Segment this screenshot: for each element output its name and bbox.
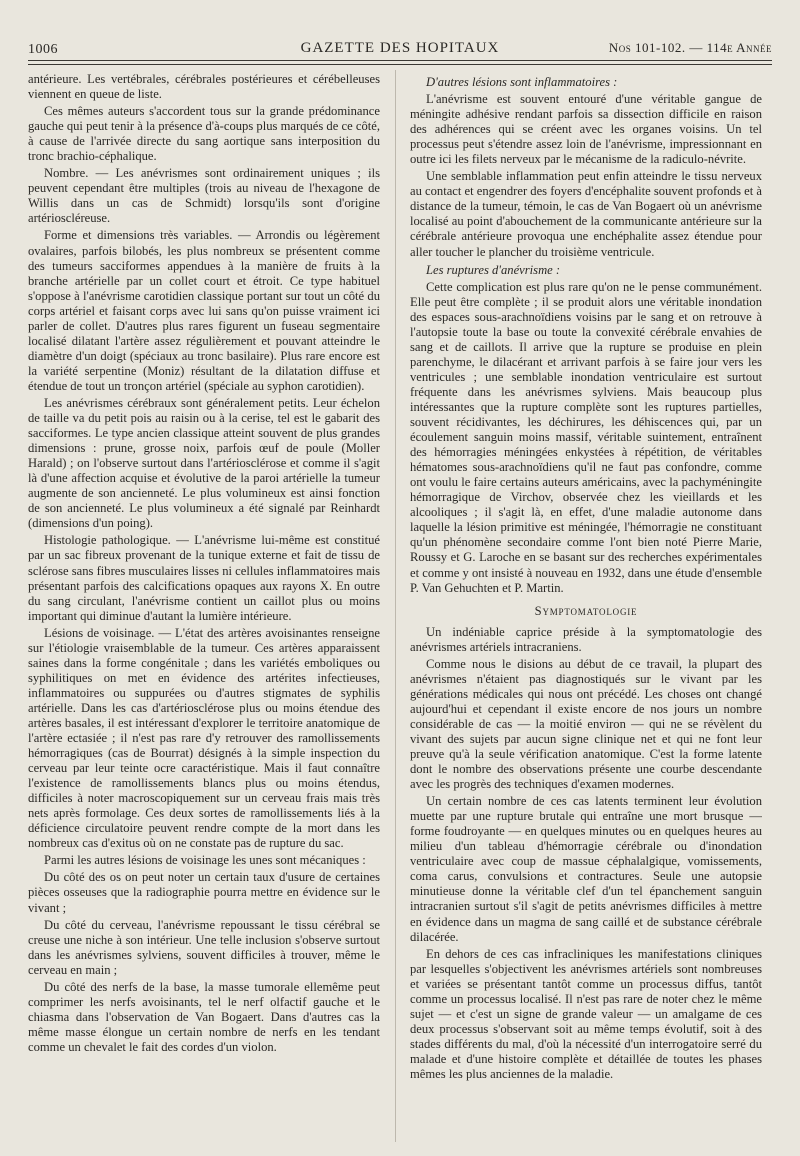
paragraph: Forme et dimensions très variables. — Arrondis ou légèrement ovalaires, parfois bilobés, les plus nombreux se présentent comme des tumeurs sacciformes appendues à la manière de fruits à la branche artérielle par un collet court et étroit. Ce type habituel s'oppose à l'anévrisme carotidien classique portant sur tout un côté du corps artériel et faisant corps avec lui sans qu'on puisse vraiment ici parler de collet. D'autres plus rares figurent un fuseau segmentaire localisé dilatant l'artère assez régulièrement et pouvant atteindre le diamètre d'un doigt (spéciaux au tronc basilaire). Plus rare encore est la variété serpentine (Moniz) résultant de la dilatation diffuse et étendue de tout un tronçon artériel (spéciale au syphon carotidien). <box>28 228 380 393</box>
header-rule-bottom <box>28 64 772 65</box>
paragraph: Cette complication est plus rare qu'on ne le pense communément. Elle peut être complète ; il se produit alors une véritable inondation des espaces sous-arachnoïdiens voisins par le sang et on retrouve à l'autopsie toute la base ou toute la convexité cérébrale envahies de sang et de caillots. Il arrive que la rupture se produise en plein parenchyme, le dilacérant et arrivant parfois à se faire jour vers les ventricules ; une semblable inondation ventriculaire est surtout fréquente dans les anévrismes sylviens. Mais beaucoup plus intéressantes que la rupture complète sont les ruptures partielles, souvent récidivantes, les déchirures, les déhiscences qui, par un écoulement sanguin moins massif, véritable suintement, entraînent des hémorragies méningées enkystées à répétition, de véritables hématomes sous-arachnoïdiens qu'il ne faut pas confondre, comme ont voulu le faire certains auteurs américains, avec la pachyméningite hémorragique de Virchov, observée chez les vieillards et les alcooliques ; il s'agit là, en effet, d'une maladie autonome dans laquelle la lésion primitive est méningée, l'hémorragie ne constituant qu'un phénomène secondaire comme l'ont bien noté Pierre Marie, Roussy et G. Laroche en se basant sur des recherches expérimentales et comme y ont insisté à nouveau en 1932, dans une étude d'ensemble P. Van Gehuchten et P. Martin. <box>410 279 762 595</box>
subheading: D'autres lésions sont inflammatoires : <box>426 75 618 89</box>
page-header <box>28 34 772 62</box>
paragraph: Un certain nombre de ces cas latents terminent leur évolution muette par une rupture brutale qui entraîne une mort brusque — forme foudroyante — en quelques minutes ou en quelques heures au milieu d'un tableau d'hémorragie cérébrale ou d'inondation ventriculaire avec coup de massue céphalalgique, vomissements, coma carus, convulsions et contractures. Seule une autopsie minutieuse donne la véritable clef d'un tel épanchement sanguin intracranien surtout s'il s'agit de petits anévrismes difficiles à mettre en évidence dans un magma de sang caillé et de substance cérébrale dilacérée. <box>410 794 762 944</box>
paragraph: Une semblable inflammation peut enfin atteindre le tissu nerveux au contact et engendrer des foyers d'encéphalite souvent profonds et à distance de la tumeur, témoin, le cas de Van Bogaert où un anévrisme localisé au point d'abouchement de la communicante antérieure sur la cérébrale antérieure provoqua une enchéphalite assez étendue pour aller toucher le plancher du troisième ventricule. <box>410 169 762 259</box>
paragraph: Ces mêmes auteurs s'accordent tous sur la grande prédominance gauche qui peut tenir à la présence d'à-coups plus marqués de ce côté, à cause de l'arrivée directe du sang aortique sans interposition du tronc brachio-céphalique. <box>28 104 380 164</box>
subheading: Les ruptures d'anévrisme : <box>426 262 561 277</box>
paragraph: Nombre. — Les anévrismes sont ordinairement uniques ; ils peuvent cependant être multiples (trois au niveau de l'hexagone de Willis dans un cas de Schmidt) lorsqu'ils sont d'origine artérioscléreuse. <box>28 166 380 226</box>
paragraph: antérieure. Les vertébrales, cérébrales postérieures et cérébelleuses viennent en queue de liste. <box>28 72 380 102</box>
journal-title: GAZETTE DES HOPITAUX <box>300 40 500 56</box>
paragraph: Lésions de voisinage. — L'état des artères avoisinantes renseigne sur l'étiologie vraisemblable de la tumeur. Ces artères apparaissent saines dans la forme congénitale ; dans les variétés emboliques ou syphilitiques on met en évidence des artérites infectieuses, inflammatoires ou suppurées ou d'autres stigmates de syphilis artérielle. Dans les cas d'artériosclérose plus ou moins étendue des artères basales, il est intéressant d'explorer le territoire anatomique de l'artère ectasiée ; il n'est pas rare d'y retrouver des ramollissements hémorragiques (cas de Bourrat) désignés à la simple inspection du cerveau par leur teinte ocre caractéristique. Mais il faut connaître l'existence de ramollissements blancs plus ou moins étendus, difficiles à noter macroscopiquement sur un cerveau frais mais très nets après formolage. Ces deux sortes de ramollissements liés à la déficience circulatoire peuvent rendre compte de la mort dans les nombreux cas d'exitus où on ne constate pas de rupture du sac. <box>28 625 380 851</box>
column-divider <box>395 70 396 1142</box>
issue-info: Nos 101-102. — 114e Année <box>608 40 772 55</box>
paragraph: Du côté du cerveau, l'anévrisme repoussant le tissu cérébral se creuse une niche à son intérieur. Une telle inclusion s'observe surtout dans les anévrismes sylviens, souvent difficiles à trouver, même le cerveau en main ; <box>28 917 380 977</box>
right-column <box>410 72 762 1142</box>
paragraph: Comme nous le disions au début de ce travail, la plupart des anévrismes n'étaient pas diagnostiqués sur le vivant par les générations médicales qui nous ont précédé. Les choses ont changé aujourd'hui et cependant il existe encore de nos jours un nombre considérable de cas — la moitié environ — qui ne se révèlent du vivant des sujets par aucun signe clinique net et qui ne font leur preuve qu'à la seule vérification anatomique. C'est la forme latente dont le nombre des observations présente une courbe descendante avec les progrès des techniques d'examen modernes. <box>410 656 762 792</box>
paragraph: Parmi les autres lésions de voisinage les unes sont mécaniques : <box>44 853 366 868</box>
paragraph: Du côté des nerfs de la base, la masse tumorale ellemême peut comprimer les nerfs avoisinants, tel le nerf olfactif gauche et le chiasma dans l'observation de Van Bogaert. Dans d'autres cas la même masse élongue un certain nombre de nerfs en les tendant comme un chevalet le fait des cordes d'un violon. <box>28 979 380 1054</box>
page-number: 1006 <box>28 42 58 57</box>
paragraph: Un indéniable caprice préside à la symptomatologie des anévrismes artériels intracraniens. <box>410 624 762 654</box>
paragraph: En dehors de ces cas infracliniques les manifestations cliniques par lesquelles s'objectivent les anévrismes artériels sont nombreuses et variées se présentant tantôt comme un processus diffus, tantôt comme un processus localisé. Il n'est pas rare de noter chez le même sujet — et c'est un signe de grande valeur — un amalgame de ces deux processus s'observant soit au même temps évolutif, soit à des stades différents du mal, d'où la nécessité d'un interrogatoire serré du malade et d'une histoire complète et détaillée de toutes les phases mêmes les plus anciennes de la maladie. <box>410 946 762 1081</box>
paragraph: Histologie pathologique. — L'anévrisme lui-même est constitué par un sac fibreux provenant de la tunique externe et fait de tissu de sclérose sans fibres musculaires lisses ni cellules inflammatoires mais présentant parfois des calcifications opaques aux rayons X. En outre du sang circulant, l'anévrisme contient un caillot plus ou moins important qui diminue d'autant la lumière intérieure. <box>28 533 380 623</box>
paragraph: Du côté des os on peut noter un certain taux d'usure de certaines pièces osseuses que la radiographie pourra mettre en évidence sur le vivant ; <box>28 870 380 915</box>
paragraph: L'anévrisme est souvent entouré d'une véritable gangue de méningite adhésive rendant parfois sa dissection difficile en raison des adhérences qui se créent avec les organes voisins. Un tel processus peut s'étendre assez loin de l'anévrisme, impressionnant en outre ici les filets nerveux par le mécanisme de la radiculo-névrite. <box>410 92 762 167</box>
left-column <box>28 72 380 1142</box>
section-heading: Symptomatologie <box>534 603 638 618</box>
header-rule-top <box>28 60 772 61</box>
paragraph: Les anévrismes cérébraux sont généralement petits. Leur échelon de taille va du petit pois au raisin ou à la cerise, tel est le gabarit des sacciformes. Le type ancien classique atteint souvent de plus grandes dimensions : prune, grosse noix, parfois œuf de poule (Moller Harald) ; on l'observe surtout dans l'artériosclérose et comme il s'agit là d'une affection acquise et évolutive de la paroi artérielle la tumeur augmente de son ancienneté. Le plus volumineux est ainsi fonction de son ancienneté. Le plus volumineux a été signalé par Reinhardt (dimensions d'un poing). <box>28 395 380 531</box>
